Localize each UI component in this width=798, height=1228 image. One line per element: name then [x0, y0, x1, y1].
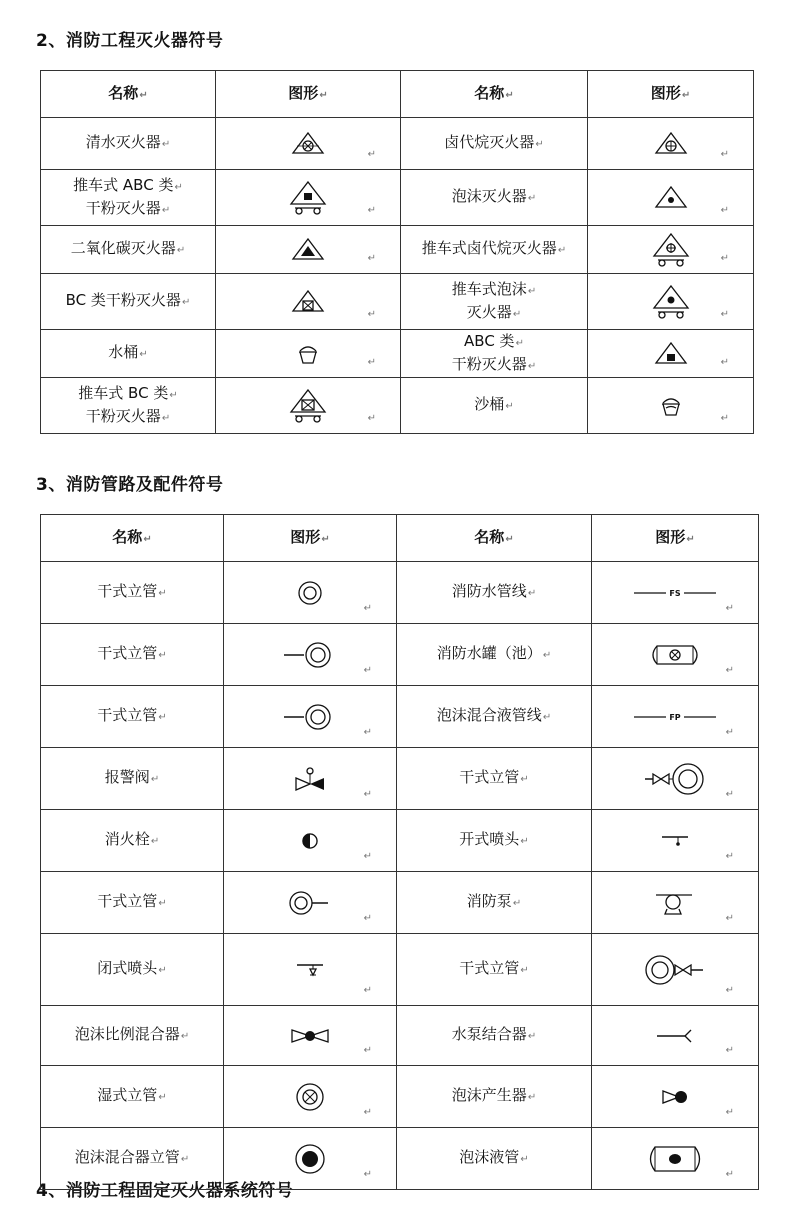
section-heading-4: 4、消防工程固定灭火器系统符号	[36, 1181, 294, 1201]
return-mark: ↵	[367, 357, 376, 368]
valve-double-circle-icon	[643, 769, 707, 787]
name-cell	[401, 330, 588, 378]
cell-text: 报警阀	[104, 768, 150, 786]
table-row	[41, 170, 754, 226]
symbol-cell	[592, 748, 759, 810]
tank-icon	[647, 645, 703, 663]
name-cell	[41, 748, 224, 810]
name-cell	[397, 686, 592, 748]
return-mark: ↵	[725, 665, 734, 676]
name-cell	[401, 378, 588, 434]
return-mark: ↵	[363, 1107, 372, 1118]
return-mark: ↵	[363, 727, 372, 738]
sand-bucket-icon	[659, 396, 683, 414]
pipe-fitting-symbol-table	[40, 514, 759, 1190]
foam-generator-icon	[660, 1087, 690, 1105]
return-mark: ↵	[363, 913, 372, 924]
cell-text: 闭式喷头	[97, 959, 158, 977]
name-cell	[397, 562, 592, 624]
return-mark: ↵	[515, 337, 524, 349]
name-cell	[41, 872, 224, 934]
symbol-cell	[224, 1066, 397, 1128]
symbol-cell	[224, 686, 397, 748]
return-mark: ↵	[512, 308, 522, 320]
symbol-cell	[224, 1006, 397, 1066]
cell-text: 消防水管线	[451, 582, 527, 600]
column-header: 图形↵	[224, 515, 397, 562]
return-mark: ↵	[180, 1154, 190, 1165]
header-row	[41, 71, 754, 118]
return-mark: ↵	[520, 836, 529, 847]
return-mark: ↵	[520, 965, 529, 976]
symbol-cell	[592, 934, 759, 1006]
cell-text: 干式立管	[97, 582, 158, 600]
extinguisher-symbol-table	[40, 70, 754, 434]
symbol-cell	[224, 872, 397, 934]
symbol-cell	[588, 118, 754, 170]
symbol-cell	[592, 872, 759, 934]
cell-text: 干式立管	[459, 959, 520, 977]
table-row	[41, 562, 759, 624]
wheeled-triangle-boxed-x-icon	[287, 396, 329, 414]
name-cell	[41, 1006, 224, 1066]
header-row	[41, 515, 759, 562]
return-mark: ↵	[161, 412, 171, 424]
cell-text: 消火栓	[104, 830, 150, 848]
return-mark: ↵	[725, 985, 734, 996]
column-header: 图形↵	[592, 515, 759, 562]
column-header: 图形↵	[216, 71, 401, 118]
symbol-cell	[588, 274, 754, 330]
double-circle-valve-icon	[643, 960, 707, 978]
table-row	[41, 810, 759, 872]
name-cell	[401, 118, 588, 170]
return-mark: ↵	[363, 1045, 372, 1056]
cell-text: 消防水罐（池）	[436, 644, 542, 662]
triangle-dot-icon	[654, 188, 688, 206]
return-mark: ↵	[181, 297, 191, 308]
return-mark: ↵	[367, 413, 376, 424]
table-row	[41, 118, 754, 170]
ring-dot-icon	[294, 1149, 326, 1167]
symbol-cell	[216, 118, 401, 170]
symbol-cell	[588, 226, 754, 274]
name-cell	[41, 1066, 224, 1128]
return-mark: ↵	[363, 789, 372, 800]
cell-text: 泡沫比例混合器	[74, 1025, 180, 1043]
table-row	[41, 1066, 759, 1128]
cell-text: 沙桶	[474, 395, 505, 413]
return-mark: ↵	[367, 205, 376, 216]
return-mark: ↵	[161, 204, 171, 216]
name-cell	[397, 624, 592, 686]
return-mark: ↵	[176, 245, 186, 256]
cell-text: 干式立管	[97, 644, 158, 662]
line-double-circle-icon	[282, 707, 338, 725]
alarm-valve-icon	[293, 769, 327, 787]
column-header: 名称↵	[41, 515, 224, 562]
return-mark: ↵	[512, 898, 522, 909]
return-mark: ↵	[169, 389, 178, 401]
return-mark: ↵	[720, 253, 729, 264]
return-mark: ↵	[367, 309, 376, 320]
return-mark: ↵	[725, 727, 734, 738]
cell-text: 卤代烷灭火器	[444, 133, 535, 151]
name-cell	[41, 170, 216, 226]
line-double-circle-icon	[282, 645, 338, 663]
line-fs-icon	[632, 583, 718, 601]
symbol-cell	[592, 1128, 759, 1190]
cell-text: 干式立管	[97, 892, 158, 910]
return-mark: ↵	[725, 1107, 734, 1118]
triangle-filled-icon	[291, 240, 325, 258]
table-row	[41, 748, 759, 810]
return-mark: ↵	[158, 588, 167, 599]
return-mark: ↵	[725, 913, 734, 924]
return-mark: ↵	[158, 650, 167, 661]
name-cell	[397, 872, 592, 934]
cell-text: 泡沫液管	[459, 1148, 520, 1166]
symbol-cell	[224, 1128, 397, 1190]
name-cell	[397, 1066, 592, 1128]
symbol-cell	[224, 562, 397, 624]
cell-text: 消防泵	[466, 892, 512, 910]
pump-connector-icon	[655, 1026, 695, 1044]
return-mark: ↵	[139, 349, 148, 360]
name-cell	[401, 170, 588, 226]
return-mark: ↵	[158, 712, 167, 723]
table-row	[41, 226, 754, 274]
return-mark: ↵	[535, 139, 544, 150]
svg-text:FP: FP	[669, 712, 681, 722]
symbol-cell	[592, 686, 759, 748]
table-row	[41, 378, 754, 434]
name-cell	[397, 810, 592, 872]
cell-text: ABC 类	[464, 331, 515, 350]
symbol-cell	[592, 1006, 759, 1066]
return-mark: ↵	[505, 401, 514, 412]
table-row	[41, 330, 754, 378]
pump-icon	[652, 893, 698, 911]
return-mark: ↵	[542, 712, 552, 723]
cell-text: 水泵结合器	[451, 1025, 527, 1043]
symbol-cell	[216, 330, 401, 378]
symbol-cell	[588, 330, 754, 378]
return-mark: ↵	[557, 245, 567, 256]
return-mark: ↵	[161, 139, 171, 150]
cell-text: 干粉灭火器	[85, 198, 161, 217]
name-cell	[41, 624, 224, 686]
name-cell	[41, 330, 216, 378]
return-mark: ↵	[725, 1045, 734, 1056]
svg-text:FS: FS	[669, 588, 681, 598]
symbol-cell	[224, 810, 397, 872]
name-cell	[41, 118, 216, 170]
symbol-cell	[224, 624, 397, 686]
name-cell	[41, 562, 224, 624]
cell-text: 推车式卤代烷灭火器	[421, 239, 557, 257]
return-mark: ↵	[180, 1031, 190, 1042]
column-header: 名称↵	[397, 515, 592, 562]
symbol-cell	[224, 934, 397, 1006]
return-mark: ↵	[158, 965, 167, 976]
return-mark: ↵	[150, 836, 160, 847]
symbol-cell	[224, 748, 397, 810]
return-mark: ↵	[720, 413, 729, 424]
cell-text: 推车式 ABC 类	[73, 175, 174, 194]
return-mark: ↵	[720, 149, 729, 160]
table-row	[41, 624, 759, 686]
return-mark: ↵	[363, 1169, 372, 1180]
symbol-cell	[216, 226, 401, 274]
cell-text: 泡沫产生器	[451, 1086, 527, 1104]
return-mark: ↵	[527, 285, 537, 297]
symbol-cell	[216, 274, 401, 330]
name-cell	[397, 1128, 592, 1190]
column-header: 名称↵	[41, 71, 216, 118]
section-heading-2: 2、消防工程灭火器符号	[36, 31, 224, 51]
return-mark: ↵	[725, 603, 734, 614]
cell-text: 灭火器	[466, 302, 512, 321]
table-row	[41, 686, 759, 748]
triangle-square-icon	[654, 344, 688, 362]
return-mark: ↵	[720, 205, 729, 216]
double-circle-icon	[297, 583, 323, 601]
triangle-plus-circle-icon	[654, 134, 688, 152]
bucket-icon	[296, 344, 320, 362]
name-cell	[41, 1128, 224, 1190]
return-mark: ↵	[158, 1092, 167, 1103]
name-cell	[41, 934, 224, 1006]
cell-text: BC 类干粉灭火器	[65, 291, 181, 309]
column-header: 图形↵	[588, 71, 754, 118]
return-mark: ↵	[150, 774, 160, 785]
name-cell	[41, 226, 216, 274]
return-mark: ↵	[725, 1169, 734, 1180]
foam-tank-icon	[644, 1149, 706, 1167]
return-mark: ↵	[367, 253, 376, 264]
symbol-cell	[216, 170, 401, 226]
return-mark: ↵	[363, 665, 372, 676]
table-row	[41, 274, 754, 330]
return-mark: ↵	[367, 149, 376, 160]
name-cell	[401, 274, 588, 330]
cell-text: 推车式泡沫	[451, 279, 527, 298]
name-cell	[41, 378, 216, 434]
symbol-cell	[592, 624, 759, 686]
cell-text: 干式立管	[459, 768, 520, 786]
return-mark: ↵	[527, 1092, 537, 1103]
return-mark: ↵	[158, 898, 167, 909]
cell-text: 二氧化碳灭火器	[70, 239, 176, 257]
name-cell	[41, 686, 224, 748]
cell-text: 水桶	[108, 343, 139, 361]
symbol-cell	[592, 562, 759, 624]
name-cell	[397, 1006, 592, 1066]
name-cell	[41, 810, 224, 872]
cell-text: 干粉灭火器	[85, 406, 161, 425]
table-row	[41, 872, 759, 934]
proportioner-icon	[288, 1026, 332, 1044]
return-mark: ↵	[527, 1031, 537, 1042]
table-row	[41, 1006, 759, 1066]
cell-text: 推车式 BC 类	[78, 383, 169, 402]
circle-cross-icon	[295, 1087, 325, 1105]
cell-text: 干粉灭火器	[451, 354, 527, 373]
return-mark: ↵	[720, 309, 729, 320]
symbol-cell	[588, 378, 754, 434]
return-mark: ↵	[527, 360, 537, 372]
cell-text: 干式立管	[97, 706, 158, 724]
symbol-cell	[592, 1066, 759, 1128]
return-mark: ↵	[520, 774, 529, 785]
symbol-cell	[216, 378, 401, 434]
cell-text: 泡沫混合液管线	[436, 706, 542, 724]
column-header: 名称↵	[401, 71, 588, 118]
return-mark: ↵	[520, 1154, 529, 1165]
return-mark: ↵	[725, 789, 734, 800]
cell-text: 开式喷头	[459, 830, 520, 848]
wheeled-triangle-dot-icon	[650, 292, 692, 310]
symbol-cell	[588, 170, 754, 226]
section-heading-3: 3、消防管路及配件符号	[36, 475, 224, 495]
line-fp-icon	[632, 707, 718, 725]
return-mark: ↵	[174, 181, 183, 193]
closed-sprinkler-icon	[293, 960, 327, 978]
return-mark: ↵	[720, 357, 729, 368]
table-row	[41, 1128, 759, 1190]
return-mark: ↵	[363, 985, 372, 996]
triangle-cross-circle-icon	[291, 134, 325, 152]
return-mark: ↵	[725, 851, 734, 862]
return-mark: ↵	[542, 650, 552, 661]
name-cell	[41, 274, 216, 330]
return-mark: ↵	[527, 588, 537, 599]
table-row	[41, 934, 759, 1006]
double-circle-line-icon	[288, 893, 332, 911]
half-filled-circle-icon	[301, 831, 319, 849]
cell-text: 清水灭火器	[85, 133, 161, 151]
name-cell	[397, 934, 592, 1006]
cell-text: 泡沫灭火器	[451, 187, 527, 205]
wheeled-triangle-square-icon	[287, 188, 329, 206]
wheeled-triangle-plus-icon	[650, 240, 692, 258]
open-sprinkler-icon	[658, 831, 692, 849]
triangle-boxed-x-icon	[291, 292, 325, 310]
return-mark: ↵	[363, 851, 372, 862]
return-mark: ↵	[527, 193, 537, 204]
name-cell	[401, 226, 588, 274]
return-mark: ↵	[363, 603, 372, 614]
cell-text: 湿式立管	[97, 1086, 158, 1104]
name-cell	[397, 748, 592, 810]
symbol-cell	[592, 810, 759, 872]
cell-text: 泡沫混合器立管	[74, 1148, 180, 1166]
